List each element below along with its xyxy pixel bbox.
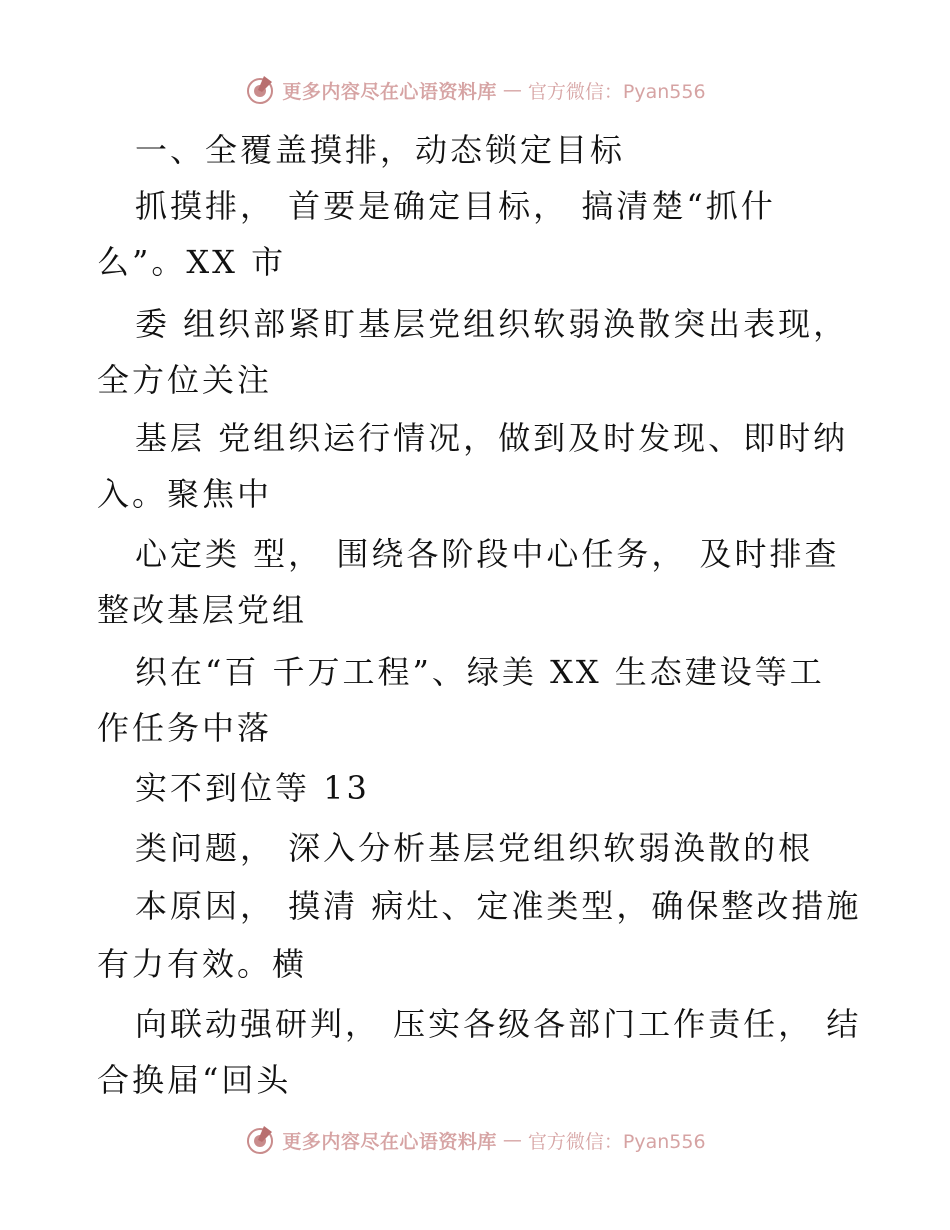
header-site-text: 更多内容尽在心语资料库 [282,80,497,103]
paragraph-line: 整改基层党组 [97,591,308,629]
footer-site-text: 更多内容尽在心语资料库 [282,1130,497,1153]
paragraph-line: 有力有效。横 [97,945,308,983]
header-watermark [0,70,950,110]
paragraph-line: 入。聚焦中 [97,475,273,513]
paragraph-line: 全方位关注 [97,361,273,399]
paragraph-line: 作任务中落 [97,709,273,747]
footer-watermark [0,1120,950,1160]
paragraph-line: 抓摸排， 首要是确定目标， 搞清楚“抓什 [135,187,776,225]
paragraph-line: 类问题， 深入分析基层党组织软弱涣散的根 [135,829,814,867]
paragraph-line: 本原因， 摸清 病灶、定准类型，确保整改措施 [135,887,862,925]
header-wechat-text: 官方微信：Pyan556 [527,80,706,103]
paragraph-line: 织在“百 千万工程”、绿美 XX 生态建设等工 [135,653,825,691]
paragraph-line: 合换届“回头 [97,1061,292,1099]
paragraph-line: 委 组织部紧盯基层党组织软弱涣散突出表现， [135,305,849,343]
paragraph-line: 向联动强研判， 压实各级各部门工作责任， 结 [135,1005,862,1043]
paragraph-line: 基层 党组织运行情况，做到及时发现、即时纳 [135,419,849,457]
quill-seal-icon [244,74,276,106]
paragraph-line: 心定类 型， 围绕各阶段中心任务， 及时排查 [135,535,840,573]
footer-wechat-text: 官方微信：Pyan556 [527,1130,706,1153]
paragraph-line: 实不到位等 13 [135,769,370,807]
footer-dash: — [502,1129,522,1151]
paragraph-line: 么”。XX 市 [97,243,287,281]
header-dash: — [502,79,522,101]
quill-seal-icon [244,1124,276,1156]
section-heading: 一、全覆盖摸排，动态锁定目标 [135,131,626,169]
